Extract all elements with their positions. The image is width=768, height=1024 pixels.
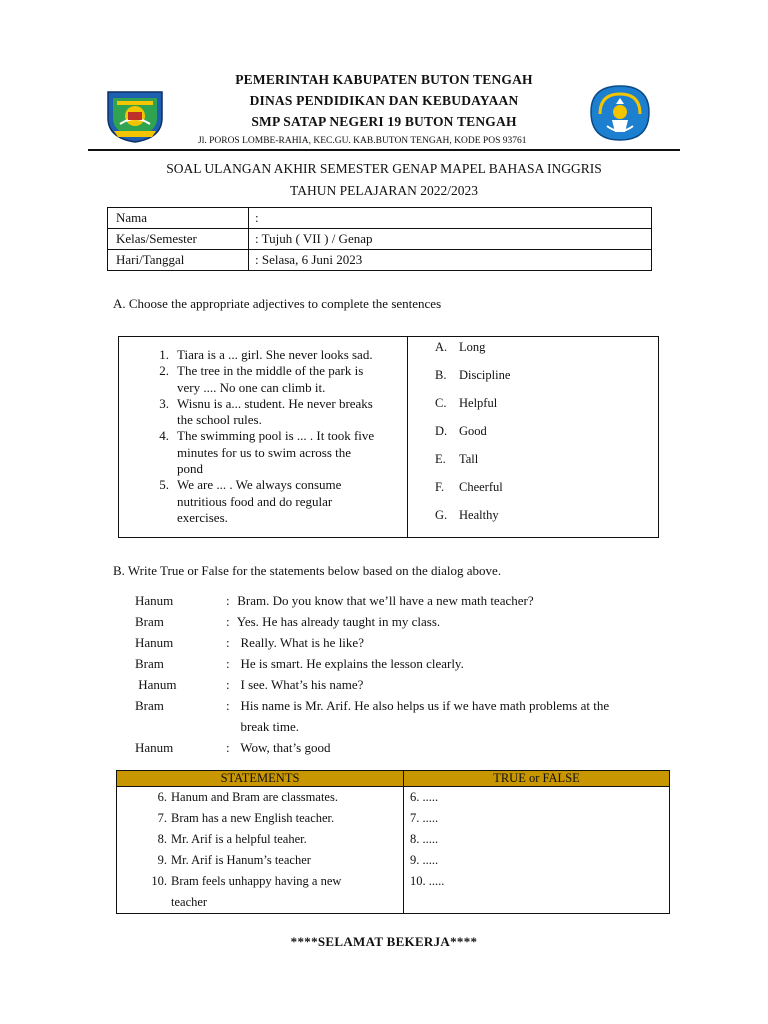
dialog-colon: : bbox=[226, 635, 230, 650]
section-a-heading: A. Choose the appropriate adjectives to complete the sentences bbox=[113, 296, 442, 311]
dialog-speaker: Hanum bbox=[135, 677, 177, 692]
true-false-header: TRUE or FALSE bbox=[404, 771, 670, 787]
dialog-speaker: Hanum bbox=[135, 635, 174, 650]
closing-message: ****SELAMAT BEKERJA**** bbox=[290, 934, 478, 949]
header-department: DINAS PENDIDIKAN DAN KEBUDAYAAN bbox=[249, 93, 519, 108]
answer-blank[interactable]: 10. ..... bbox=[410, 874, 445, 888]
info-row-date bbox=[108, 250, 652, 271]
tut-wuri-handayani-logo bbox=[587, 82, 653, 144]
answer-spacer bbox=[404, 892, 669, 913]
header-school: SMP SATAP NEGERI 19 BUTON TENGAH bbox=[251, 114, 517, 129]
student-info-table bbox=[107, 207, 652, 271]
option-word: Good bbox=[459, 424, 487, 438]
dialog-text: He is smart. He explains the lesson clearly. bbox=[234, 656, 464, 671]
exam-title: SOAL ULANGAN AKHIR SEMESTER GENAP MAPEL BAHASA INGGRIS bbox=[166, 161, 602, 176]
info-value: : Selasa, 6 Juni 2023 bbox=[249, 250, 652, 271]
info-row-name bbox=[108, 208, 652, 229]
option-letter: G. bbox=[435, 508, 448, 522]
statement-item: 8. Mr. Arif is a helpful teaher. bbox=[157, 832, 307, 846]
regency-logo bbox=[104, 84, 166, 144]
academic-year: TAHUN PELAJARAN 2022/2023 bbox=[290, 183, 478, 198]
option-word: Helpful bbox=[459, 396, 498, 410]
info-row-class bbox=[108, 229, 652, 250]
dialog-text: Really. What is he like? bbox=[234, 635, 364, 650]
question-number: 5. bbox=[159, 477, 169, 493]
option-word: Discipline bbox=[459, 368, 511, 382]
info-value[interactable]: : bbox=[249, 208, 652, 229]
answer-blank[interactable]: 8. ..... bbox=[410, 832, 439, 846]
info-value: : Tujuh ( VII ) / Genap bbox=[249, 229, 652, 250]
info-label: Kelas/Semester bbox=[108, 229, 249, 250]
question-number: 4. bbox=[159, 428, 169, 444]
dialog-text: break time. bbox=[234, 719, 299, 734]
question-text: We are ... . We always consume nutritious food and do regular exercises. bbox=[177, 477, 342, 525]
question-item bbox=[145, 428, 403, 477]
section-b-heading: B. Write True or False for the statements below based on the dialog above. bbox=[113, 563, 502, 578]
info-label: Hari/Tanggal bbox=[108, 250, 249, 271]
question-number: 3. bbox=[159, 395, 169, 411]
answer-blank[interactable]: 7. ..... bbox=[410, 811, 439, 825]
section-a-divider bbox=[407, 337, 408, 537]
option-item bbox=[435, 452, 510, 480]
option-word: Long bbox=[459, 340, 486, 354]
dialog-speaker: Bram bbox=[135, 614, 164, 629]
header-government: PEMERINTAH KABUPATEN BUTON TENGAH bbox=[235, 72, 533, 87]
dialog-colon: : bbox=[226, 698, 230, 713]
question-item bbox=[145, 477, 403, 526]
answer-blank[interactable]: 9. ..... bbox=[410, 853, 439, 867]
dialog-colon: : bbox=[226, 614, 230, 629]
dialog-text: I see. What’s his name? bbox=[234, 677, 364, 692]
dialog-text: Yes. He has already taught in my class. bbox=[234, 614, 441, 629]
question-item bbox=[145, 347, 403, 363]
option-item bbox=[435, 480, 510, 508]
dialog-speaker: Bram bbox=[135, 656, 164, 671]
question-text: The swimming pool is ... . It took five minutes for us to swim across the pond bbox=[177, 428, 375, 477]
option-letter: C. bbox=[435, 396, 447, 410]
statement-item-continued: teacher bbox=[171, 895, 208, 909]
dialog-colon: : bbox=[226, 740, 230, 755]
option-letter: F. bbox=[435, 480, 445, 494]
dialog-speaker: Hanum bbox=[135, 593, 174, 608]
option-letter: E. bbox=[435, 452, 446, 466]
option-item bbox=[435, 424, 510, 452]
answers-column bbox=[404, 787, 670, 914]
dialog-text: Wow, that’s good bbox=[234, 740, 331, 755]
question-text: Wisnu is a... student. He never breaks the school rules. bbox=[177, 395, 373, 428]
answer-blank[interactable]: 6. ..... bbox=[410, 790, 439, 804]
option-letter: D. bbox=[435, 424, 448, 438]
statement-item: 10. Bram feels unhappy having a new bbox=[151, 874, 342, 888]
option-word: Tall bbox=[459, 452, 479, 466]
statement-item: 9. Mr. Arif is Hanum’s teacher bbox=[157, 853, 311, 867]
option-item bbox=[435, 396, 510, 424]
question-item bbox=[145, 396, 403, 429]
option-item bbox=[435, 508, 510, 536]
question-text: The tree in the middle of the park is very .... No one can climb it. bbox=[177, 363, 364, 395]
header-divider bbox=[88, 149, 680, 151]
dialog-speaker: Bram bbox=[135, 698, 164, 713]
header-address: Jl. POROS LOMBE-RAHIA, KEC.GU. KAB.BUTON TENGAH, KODE POS 93761 bbox=[198, 136, 527, 146]
statement-item: 6. Hanum and Bram are classmates. bbox=[157, 790, 338, 804]
question-item bbox=[145, 363, 403, 396]
dialog-text: Bram. Do you know that we’ll have a new math teacher? bbox=[234, 593, 534, 608]
info-label: Nama bbox=[108, 208, 249, 229]
option-word: Healthy bbox=[459, 508, 499, 522]
option-letter: B. bbox=[435, 368, 447, 382]
dialog-colon: : bbox=[226, 677, 230, 692]
question-number: 1. bbox=[159, 347, 169, 362]
question-number: 2. bbox=[159, 363, 169, 379]
statements-table bbox=[116, 770, 670, 914]
statements-column bbox=[117, 787, 404, 914]
dialog-colon: : bbox=[226, 656, 230, 671]
statements-body-row bbox=[117, 787, 670, 914]
question-list bbox=[145, 347, 403, 526]
question-text: Tiara is a ... girl. She never looks sad. bbox=[177, 347, 373, 362]
dialog-speaker: Hanum bbox=[135, 740, 174, 755]
dialog-colon: : bbox=[226, 593, 230, 608]
statements-header-row bbox=[117, 771, 670, 787]
option-word: Cheerful bbox=[459, 480, 503, 494]
option-letter: A. bbox=[435, 340, 448, 354]
statements-header: STATEMENTS bbox=[117, 771, 404, 787]
option-item bbox=[435, 368, 510, 396]
option-list bbox=[435, 340, 510, 536]
dialog-text: His name is Mr. Arif. He also helps us if we have math problems at the bbox=[234, 698, 610, 713]
option-item bbox=[435, 340, 510, 368]
section-a-box bbox=[118, 336, 659, 538]
statement-item: 7. Bram has a new English teacher. bbox=[157, 811, 335, 825]
